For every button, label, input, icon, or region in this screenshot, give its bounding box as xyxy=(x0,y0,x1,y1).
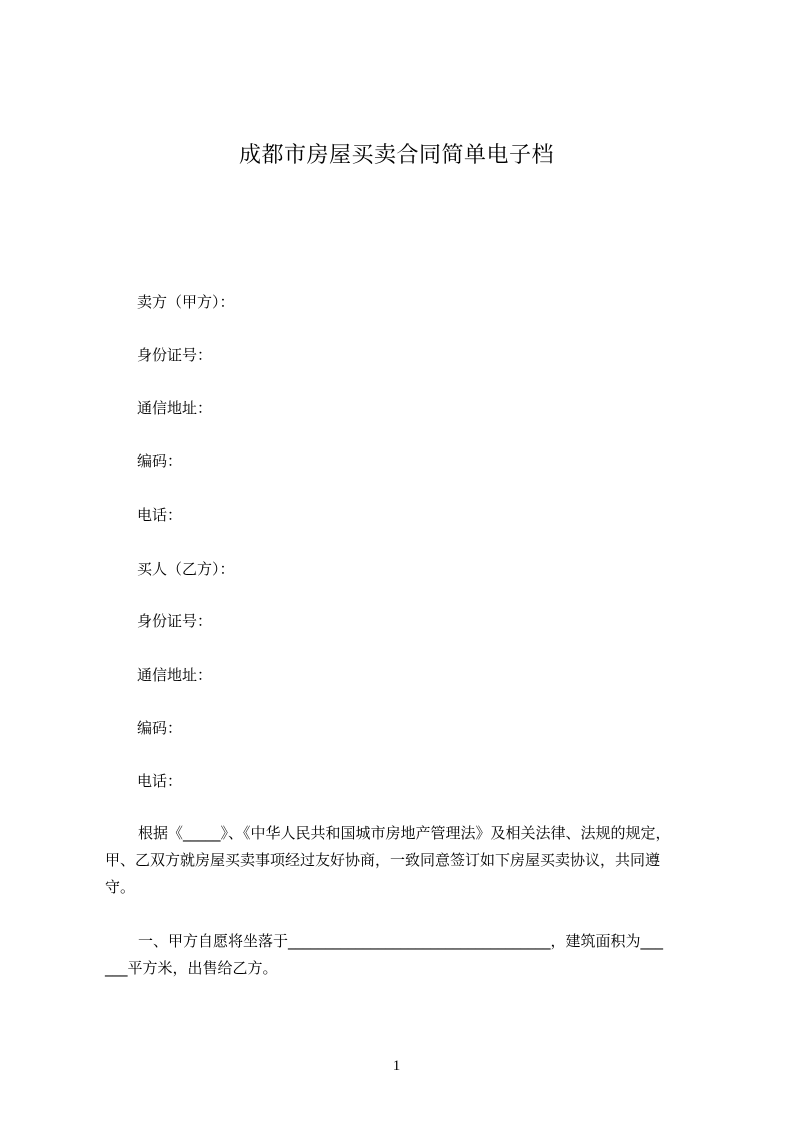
clause-1-paragraph xyxy=(105,928,705,982)
clause-1-line-2: ___平方米，出售给乙方。 xyxy=(105,959,278,977)
page-number: 1 xyxy=(392,1058,401,1074)
document-title: 成都市房屋买卖合同简单电子档 xyxy=(238,143,554,168)
preamble-paragraph xyxy=(105,820,705,901)
buyer-id-label: 身份证号： xyxy=(137,612,213,630)
seller-id-label: 身份证号： xyxy=(137,346,213,364)
preamble-line-2: 甲、乙双方就房屋买卖事项经过友好协商，一致同意签订如下房屋买卖协议，共同遵 xyxy=(105,851,661,869)
seller-postcode-label: 编码： xyxy=(137,452,183,470)
buyer-address-label: 通信地址： xyxy=(137,666,213,684)
seller-address-label: 通信地址： xyxy=(137,399,213,417)
buyer-postcode-label: 编码： xyxy=(137,719,183,737)
preamble-line-3: 守。 xyxy=(105,878,136,896)
clause-1-line-1: 一、甲方自愿将坐落于___________________________________，建筑面积为___ xyxy=(138,932,664,950)
buyer-heading: 买人（乙方）： xyxy=(137,560,235,578)
preamble-line-1: 根据《_____》、《中华人民共和国城市房地产管理法》及相关法律、法规的规定， xyxy=(138,824,671,842)
seller-phone-label: 电话： xyxy=(137,506,183,524)
buyer-phone-label: 电话： xyxy=(137,772,183,790)
seller-heading: 卖方（甲方）： xyxy=(137,293,235,311)
